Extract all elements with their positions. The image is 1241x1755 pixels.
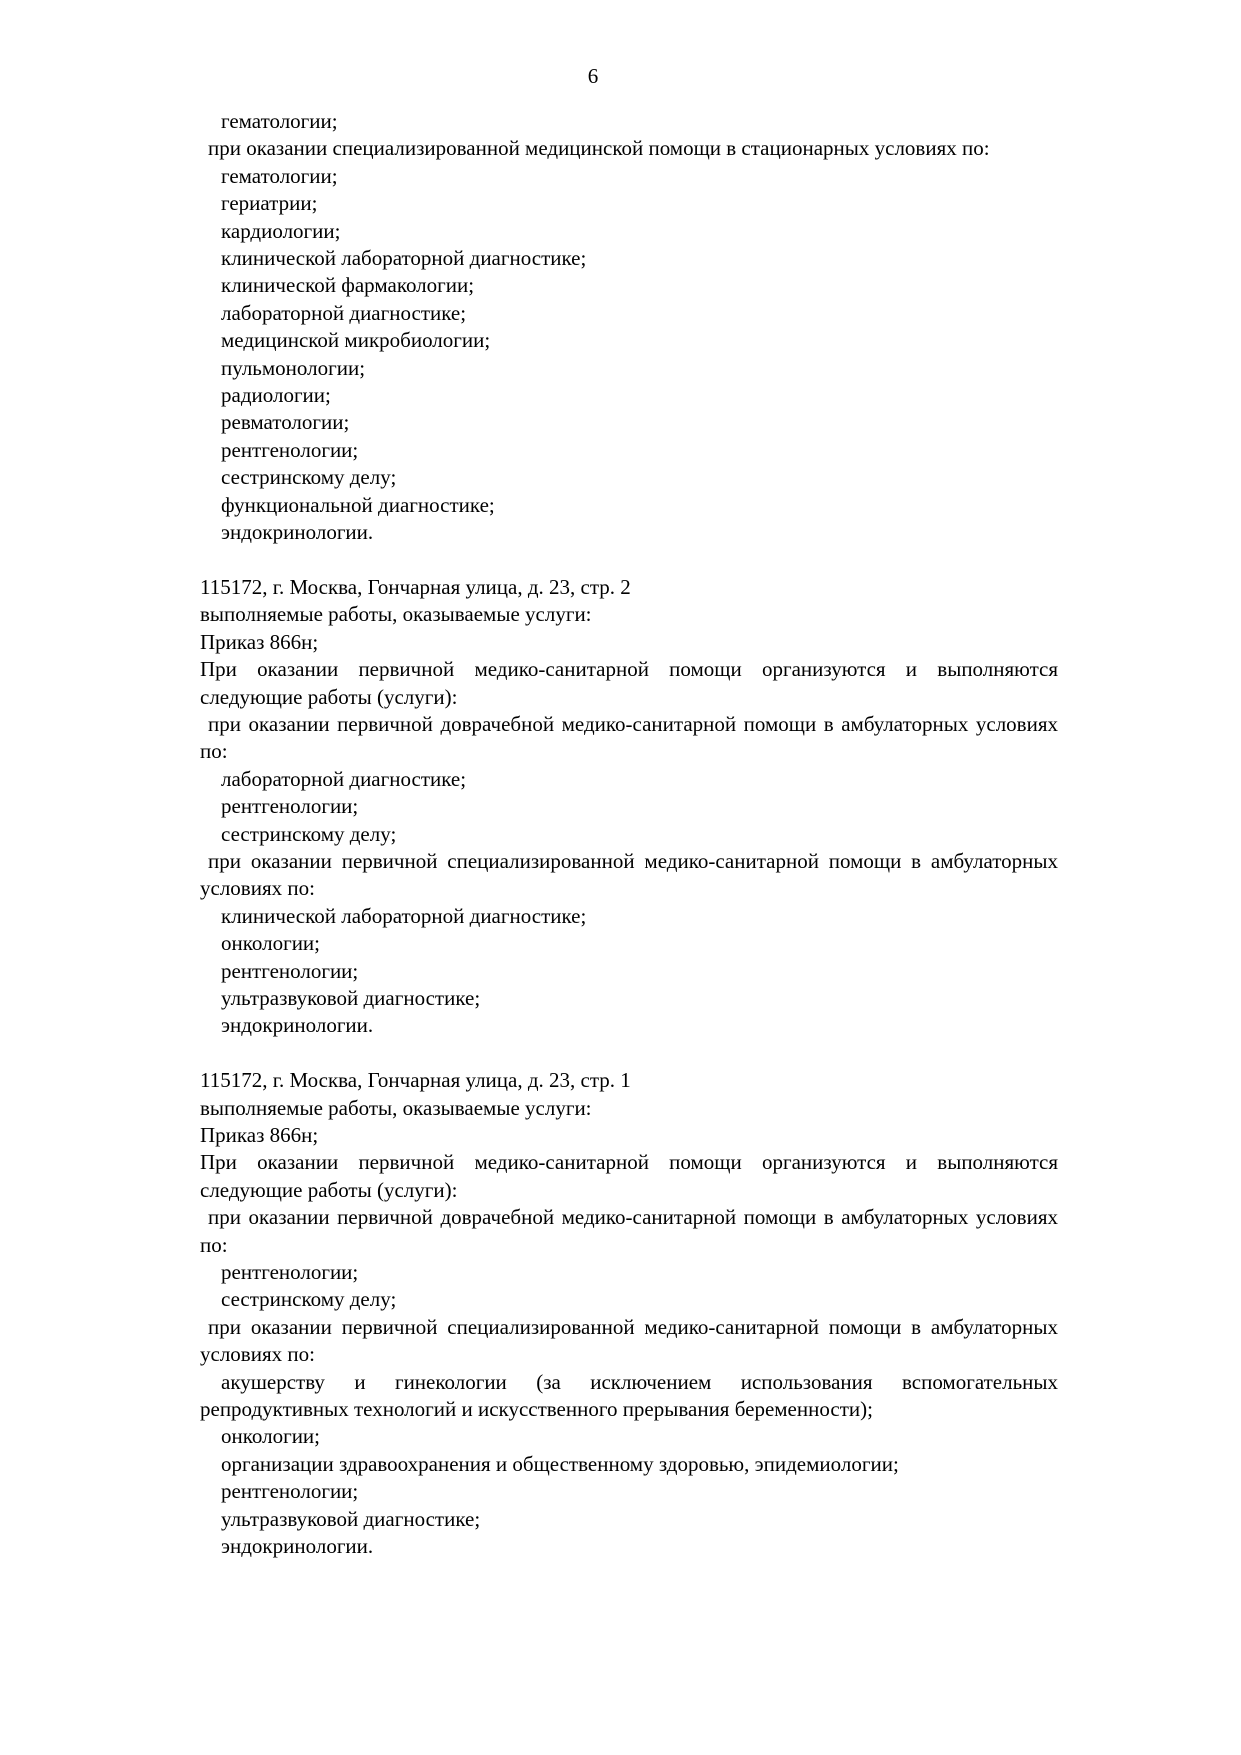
paragraph: Приказ 866н; <box>200 629 319 654</box>
list-item: эндокринологии. <box>221 1013 374 1038</box>
list-item: клинической лабораторной диагностике; <box>221 246 587 271</box>
paragraph: При оказании первичной медико-санитарной помощи организуются и выполняются следующие работы (услуги): <box>200 657 1058 709</box>
list-item: онкологии; <box>221 1424 321 1449</box>
page-number: 6 <box>587 64 599 88</box>
address-line: 115172, г. Москва, Гончарная улица, д. 23, стр. 1 <box>200 1068 631 1093</box>
list-item: гериатрии; <box>221 191 318 216</box>
paragraph: при оказании специализированной медицинской помощи в стационарных условиях по: <box>208 136 990 161</box>
list-item: рентгенологии; <box>221 958 359 983</box>
list-item: медицинской микробиологии; <box>221 328 491 353</box>
list-item: сестринскому делу; <box>221 821 397 846</box>
paragraph: при оказании первичной доврачебной медико-санитарной помощи в амбулаторных условиях по: <box>200 711 1058 764</box>
list-item: гематологии; <box>221 109 338 133</box>
list-item: кардиологии; <box>221 218 341 243</box>
document-content <box>200 108 1058 1561</box>
paragraph: при оказании первичной доврачебной медико-санитарной помощи в амбулаторных условиях по: <box>200 1205 1058 1257</box>
list-item: пульмонологии; <box>221 355 366 380</box>
list-item: рентгенологии; <box>221 1479 359 1504</box>
list-item: сестринскому делу; <box>221 1287 397 1312</box>
blank-line <box>200 1040 1058 1067</box>
paragraph: При оказании первичной медико-санитарной помощи организуются и выполняются следующие работы (услуги): <box>200 1150 1058 1202</box>
list-item: организации здравоохранения и общественному здоровью, эпидемиологии; <box>221 1451 899 1476</box>
list-item: клинической лабораторной диагностике; <box>221 903 587 928</box>
works-label: выполняемые работы, оказываемые услуги: <box>200 1095 592 1120</box>
list-item: рентгенологии; <box>221 1260 359 1285</box>
list-item: радиологии; <box>221 383 331 408</box>
list-item: рентгенологии; <box>221 437 359 462</box>
list-item: ультразвуковой диагностике; <box>221 1506 481 1531</box>
list-item: клинической фармакологии; <box>221 273 475 298</box>
list-item: эндокринологии. <box>221 1534 374 1559</box>
list-item: эндокринологии. <box>221 520 374 545</box>
list-item: функциональной диагностике; <box>221 492 495 517</box>
list-item: сестринскому делу; <box>221 465 397 490</box>
list-item: лабораторной диагностике; <box>221 300 467 325</box>
blank-line <box>200 547 1058 574</box>
works-label: выполняемые работы, оказываемые услуги: <box>200 602 592 627</box>
paragraph: при оказании первичной специализированной медико-санитарной помощи в амбулаторных условиях по: <box>200 1314 1058 1367</box>
list-item: ультразвуковой диагностике; <box>221 985 481 1010</box>
paragraph: Приказ 866н; <box>200 1123 319 1147</box>
list-item: лабораторной диагностике; <box>221 766 467 791</box>
paragraph: при оказании первичной специализированной медико-санитарной помощи в амбулаторных условиях по: <box>200 848 1058 901</box>
list-item: гематологии; <box>221 163 338 188</box>
list-item: рентгенологии; <box>221 794 359 819</box>
list-item: ревматологии; <box>221 410 350 435</box>
address-line: 115172, г. Москва, Гончарная улица, д. 23, стр. 2 <box>200 574 631 599</box>
list-item: онкологии; <box>221 931 321 956</box>
list-item: акушерству и гинекологии (за исключением использования вспомогательных репродуктивных технологий и искусственного прерывания беременности); <box>200 1369 1058 1422</box>
